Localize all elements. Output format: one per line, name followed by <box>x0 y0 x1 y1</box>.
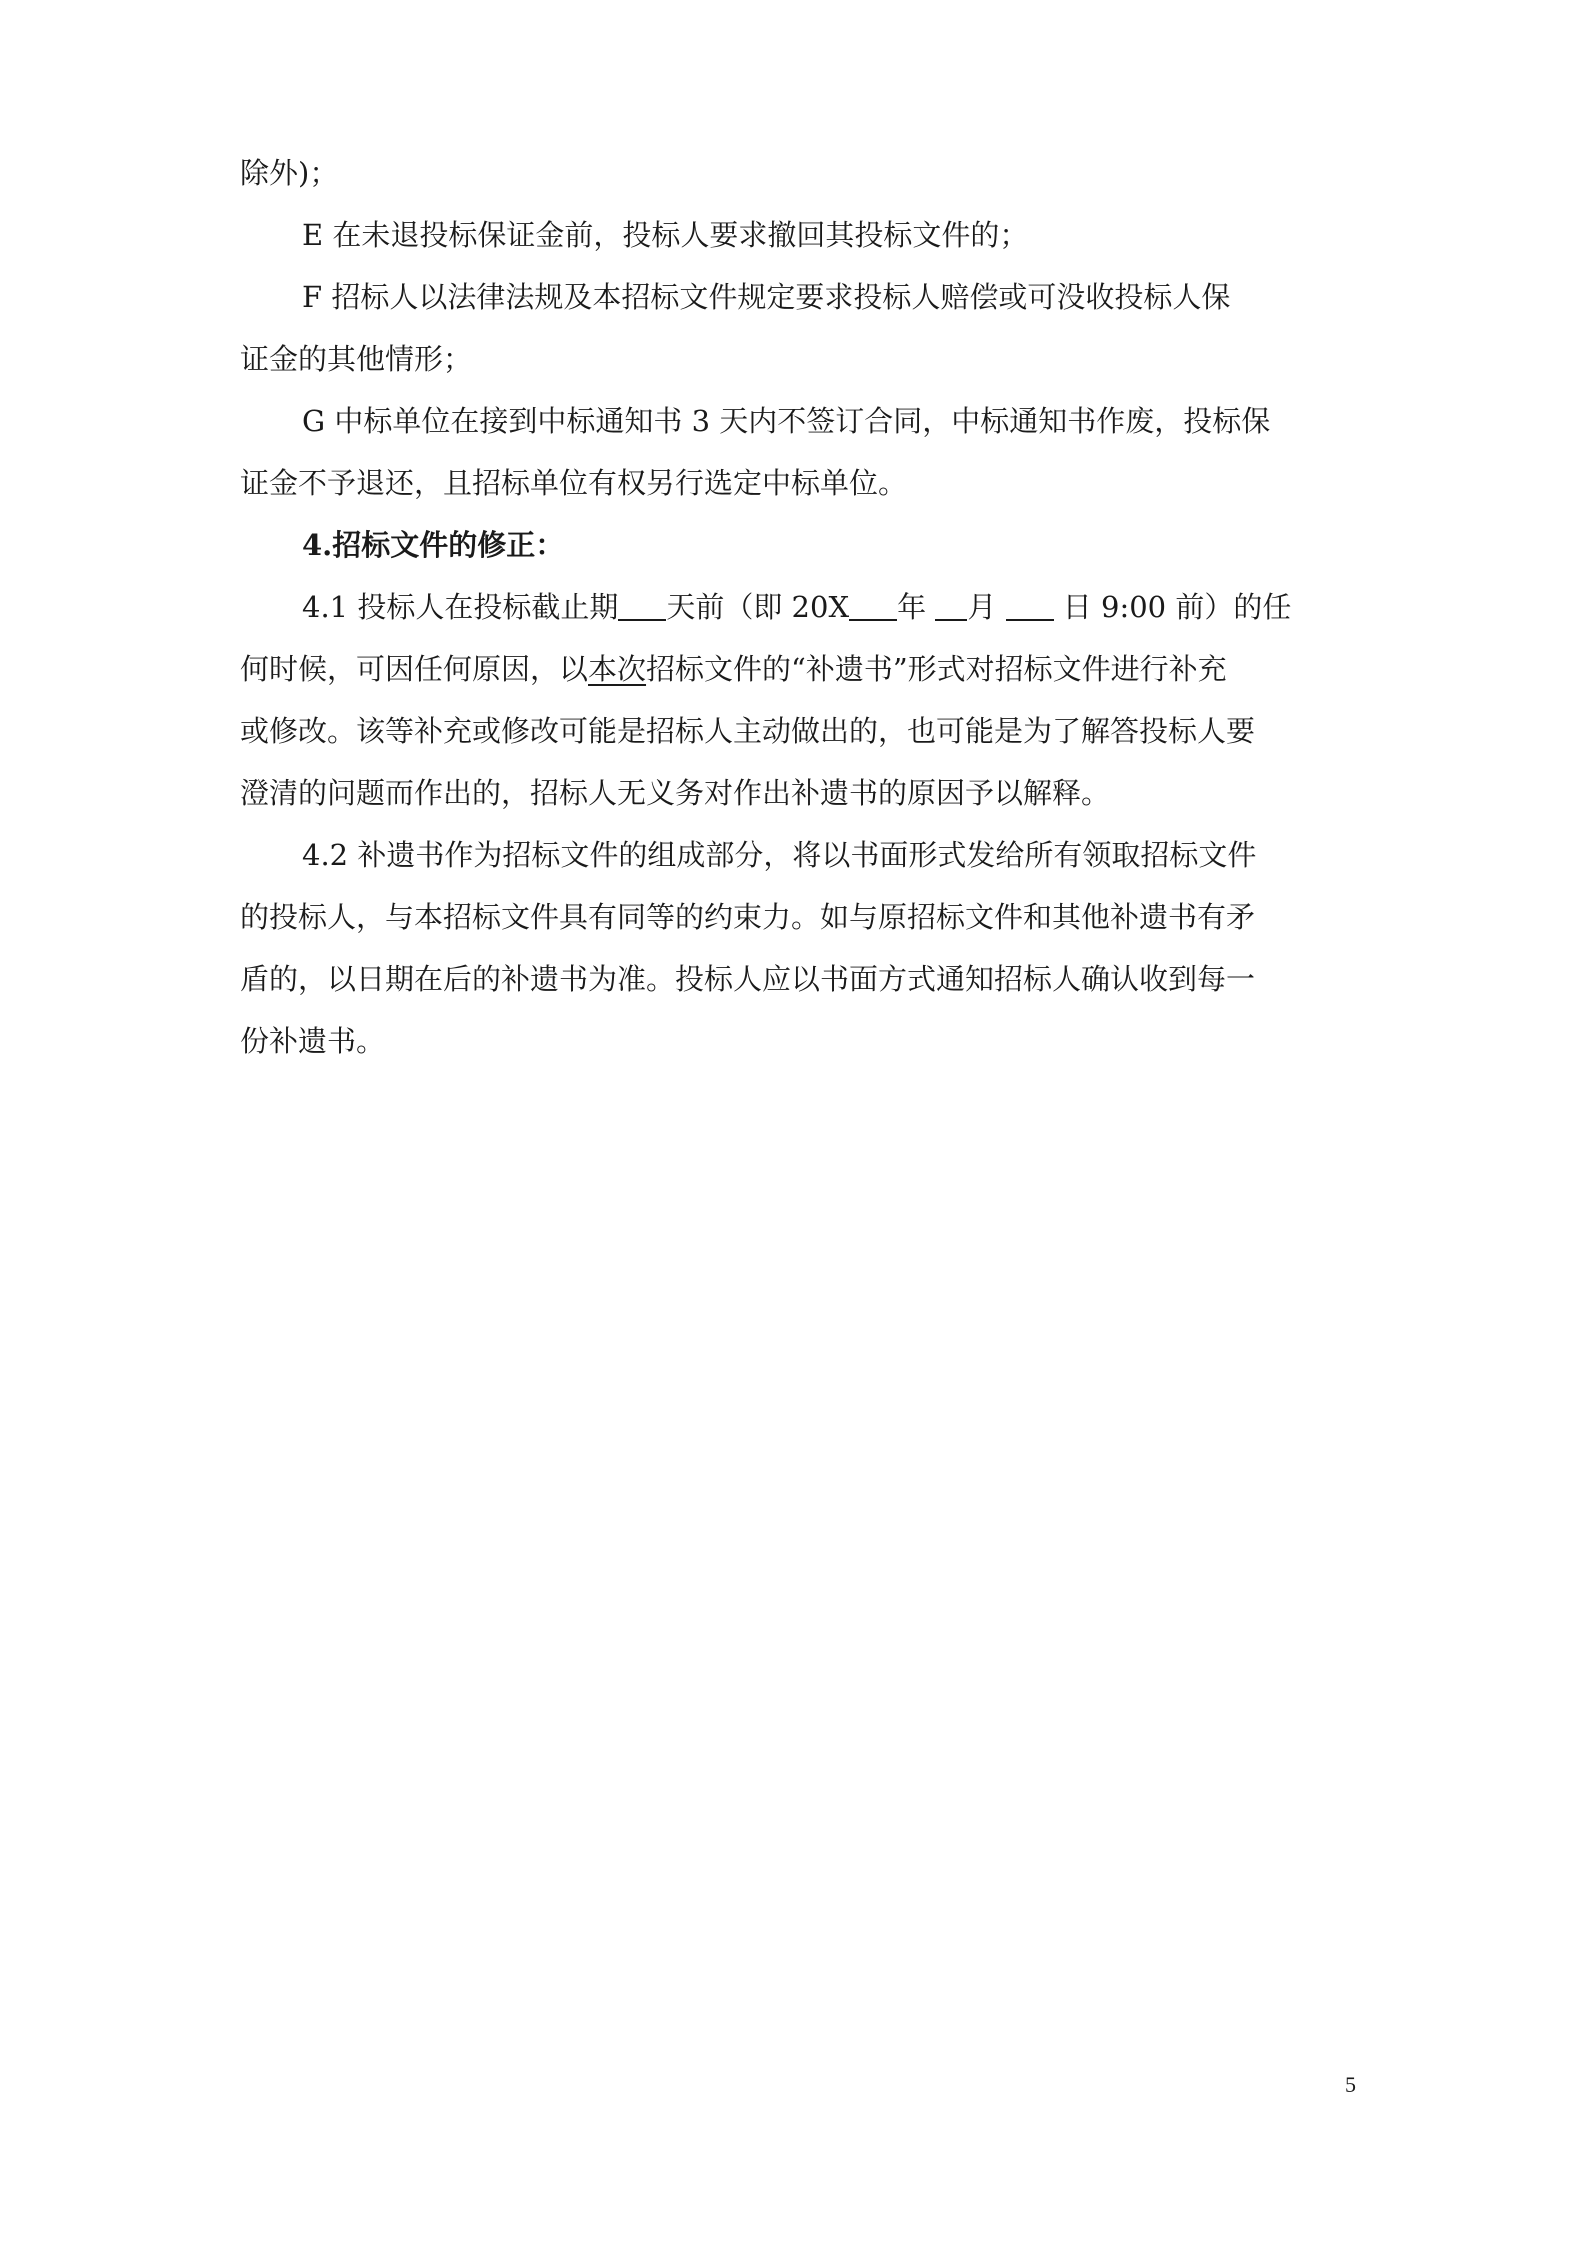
clause-4-1 <box>240 576 1354 638</box>
text-line <box>240 328 1354 390</box>
line-text: 证金不予退还，且招标单位有权另行选定中标单位。 <box>240 466 908 500</box>
clause-4-2 <box>240 824 1354 886</box>
line-text: 的投标人，与本招标文件具有同等的约束力。如与原招标文件和其他补遗书有矛 <box>240 900 1256 934</box>
text-line <box>240 142 1354 204</box>
clause-e <box>240 204 1354 266</box>
line-text: 证金的其他情形； <box>240 342 473 376</box>
line-text: E 在未退投标保证金前，投标人要求撤回其投标文件的； <box>302 218 1029 252</box>
clause-f <box>240 266 1354 328</box>
line-text: 除外)； <box>240 156 339 190</box>
line-text: 招标文件的“补遗书”形式对招标文件进行补充 <box>646 652 1227 686</box>
text-line <box>240 1010 1354 1072</box>
line-text: G 中标单位在接到中标通知书 3 天内不签订合同，中标通知书作废，投标保 <box>302 404 1271 438</box>
section-heading <box>240 514 1354 576</box>
line-text: F 招标人以法律法规及本招标文件规定要求投标人赔偿或可没收投标人保 <box>302 280 1231 314</box>
blank-year <box>849 589 897 621</box>
line-text: 月 <box>967 590 997 624</box>
line-text: 或修改。该等补充或修改可能是招标人主动做出的，也可能是为了解答投标人要 <box>240 714 1256 748</box>
line-text: 年 <box>897 590 927 624</box>
body-text <box>240 142 1354 1072</box>
page-number: 5 <box>1345 2072 1356 2097</box>
text-line <box>240 452 1354 514</box>
text-line <box>240 948 1354 1010</box>
underlined-text: 本次 <box>588 652 647 686</box>
line-text: 份补遗书。 <box>240 1024 386 1058</box>
text-line <box>240 638 1354 700</box>
blank-month <box>935 589 967 621</box>
line-text: 日 9:00 前）的任 <box>1062 590 1292 624</box>
line-text: 4.1 投标人在投标截止期 <box>302 590 619 624</box>
line-text: 何时候，可因任何原因，以 <box>240 652 589 686</box>
line-text: 澄清的问题而作出的，招标人无义务对作出补遗书的原因予以解释。 <box>240 776 1111 810</box>
text-line <box>240 700 1354 762</box>
heading-text: 4.招标文件的修正： <box>302 528 565 562</box>
line-text: 天前（即 20X <box>666 590 850 624</box>
clause-g <box>240 390 1354 452</box>
line-text: 盾的，以日期在后的补遗书为准。投标人应以书面方式通知招标人确认收到每一 <box>240 962 1256 996</box>
text-line <box>240 762 1354 824</box>
line-text: 4.2 补遗书作为招标文件的组成部分，将以书面形式发给所有领取招标文件 <box>302 838 1257 872</box>
blank-day <box>1006 589 1054 621</box>
text-line <box>240 886 1354 948</box>
blank-days <box>618 589 666 621</box>
